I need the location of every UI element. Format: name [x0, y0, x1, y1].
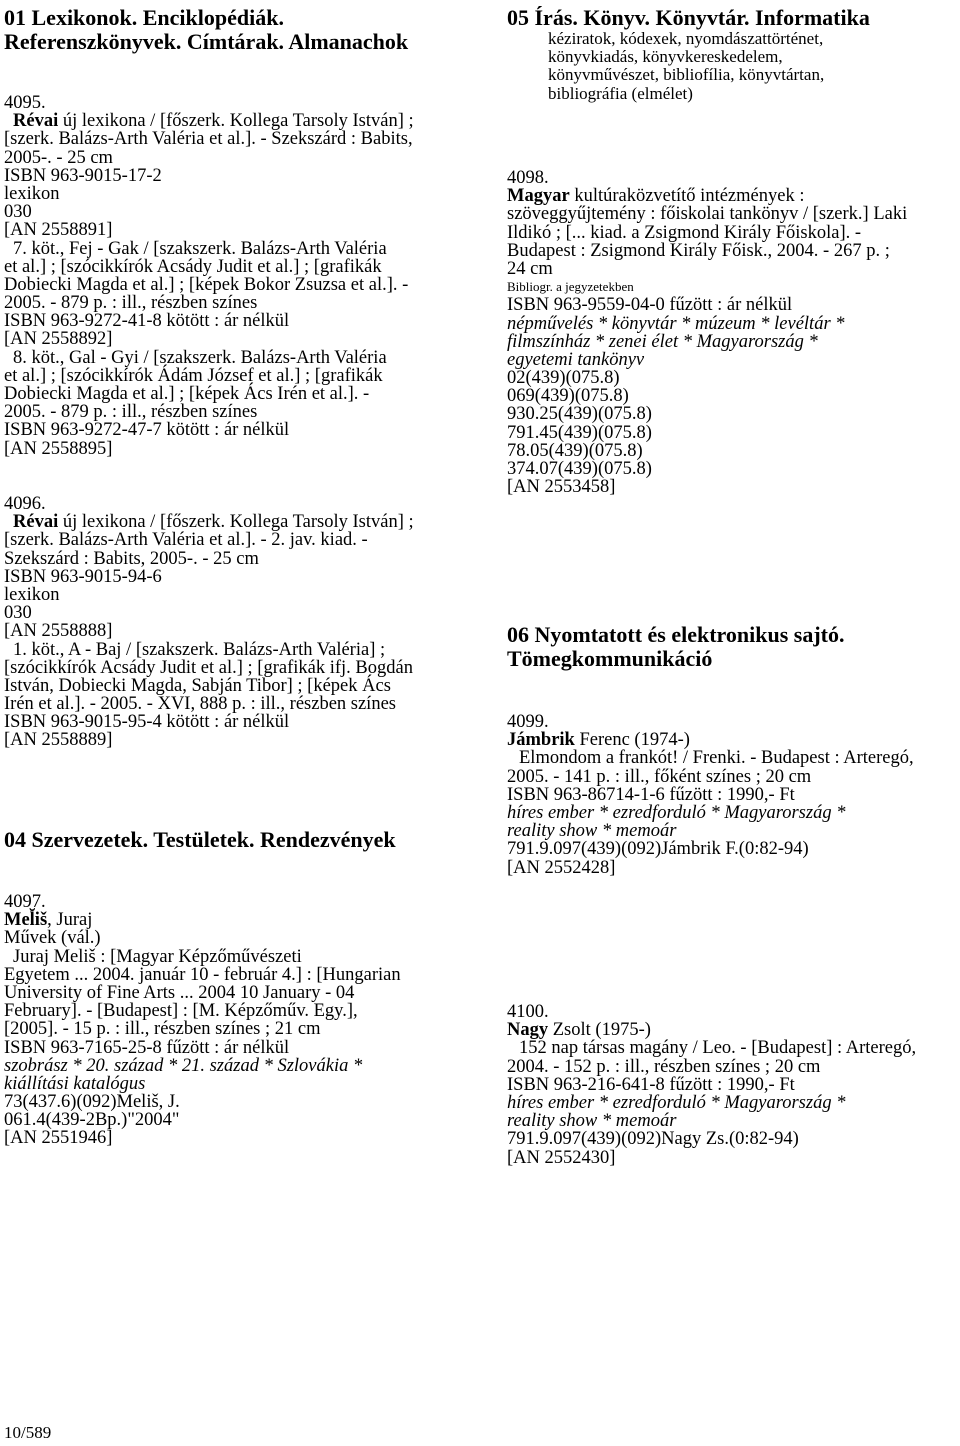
entry-number: 4095. [4, 93, 46, 113]
entry-main-word: Révai [13, 512, 59, 533]
isbn-line: ISBN 963-9559-04-0 fűzött : ár nélkül [507, 295, 793, 316]
classification-line: 791.9.097(439)(092)Nagy Zs.(0:82-94) [507, 1129, 799, 1150]
entry-line: ISBN 963-9015-94-6 [4, 566, 162, 587]
subheading-line: könyvművészet, bibliofília, könyvtártan, [548, 65, 825, 85]
classification-line: 791.45(439)(075.8) [507, 422, 652, 443]
entry-line: lexikon [4, 584, 60, 605]
entry-line: Ildikó ; [... kiad. a Zsigmond Király Főiskola]. - [507, 222, 862, 243]
volume-line: et al.] ; [szócikkírók Ádám József et al.] ; [grafikák [4, 365, 383, 386]
subject-line: filmszínház * zenei élet * Magyarország * [507, 331, 818, 352]
subject-line: híres ember * ezredforduló * Magyarország * [507, 1092, 846, 1113]
volume-line: 8. köt., Gal - Gyi / [szakszerk. Balázs-Arth Valéria [13, 347, 387, 368]
classification-line: 78.05(439)(075.8) [507, 440, 643, 461]
entry-line: [szerk. Balázs-Arth Valéria et al.]. - 2. jav. kiad. - [4, 530, 368, 551]
entry-line: 2005. - 141 p. : ill., főként színes ; 20 cm [507, 766, 812, 787]
entry-line: University of Fine Arts ... 2004 10 January - 04 [4, 982, 355, 1003]
page-number: 10/589 [4, 1423, 52, 1442]
entry-main-word: Nagy [507, 1020, 549, 1041]
entry-line: 2005-. - 25 cm [4, 147, 113, 168]
entry-author-rest: , Juraj [47, 910, 93, 931]
section-heading-line: 06 Nyomtatott és elektronikus sajtó. [507, 622, 845, 647]
entry-line: 2004. - 152 p. : ill., részben színes ; 20 cm [507, 1056, 821, 1077]
accession-number: [AN 2553458] [507, 477, 616, 498]
classification-line: 791.9.097(439)(092)Jámbrik F.(0:82-94) [507, 839, 809, 860]
subheading-line: bibliográfia (elmélet) [548, 83, 693, 103]
subject-line: kiállítási katalógus [4, 1073, 146, 1094]
volume-line: 7. köt., Fej - Gak / [szakszerk. Balázs-Arth Valéria [13, 238, 387, 259]
entry-title-line: 152 nap társas magány / Leo. - [Budapest] : Arteregó, [519, 1038, 917, 1059]
entry-4100 [507, 1003, 959, 1167]
entry-line: ISBN 963-9015-17-2 [4, 165, 162, 186]
entry-main-word: Mel̆iš [4, 910, 48, 931]
classification-line: 374.07(439)(075.8) [507, 459, 652, 479]
entry-4098 [507, 169, 959, 496]
classification-line: 02(439)(075.8) [507, 368, 620, 389]
entry-number: 4098. [507, 168, 549, 188]
entry-line: 030 [4, 603, 32, 624]
subject-line: népművelés * könyvtár * múzeum * levéltár * [507, 313, 845, 334]
classification-line: 930.25(439)(075.8) [507, 404, 652, 425]
subject-line: szobrász * 20. század * 21. század * Szlovákia * [4, 1055, 363, 1076]
entry-author [4, 911, 482, 929]
classification-line: 069(439)(075.8) [507, 386, 629, 407]
volume-line: Dobiecki Magda et al.] ; [képek Bokor Zsuzsa et al.]. - [4, 274, 409, 295]
volume-line: ISBN 963-9015-95-4 kötött : ár nélkül [4, 712, 290, 733]
section-05-subheading [507, 30, 960, 103]
entry-line: [2005]. - 15 p. : ill., részben színes ; 21 cm [4, 1019, 321, 1040]
subject-line: egyetemi tankönyv [507, 349, 645, 370]
section-heading-04: 04 Szervezetek. Testületek. Rendezvények [4, 827, 396, 852]
entry-title-rest: kultúraközvetítő intézmények : [569, 186, 805, 207]
entry-title [4, 513, 482, 531]
entry-line: Művek (vál.) [4, 928, 101, 949]
entry-line: February]. - [Budapest] : [M. Képzőműv. Egy.], [4, 1001, 358, 1022]
subheading-line: kéziratok, kódexek, nyomdászattörténet, [548, 29, 824, 48]
volume-line: 1. köt., A - Baj / [szakszerk. Balázs-Arth Valéria] ; [13, 639, 386, 660]
entry-author [507, 1021, 959, 1039]
subject-line: híres ember * ezredforduló * Magyarország * [507, 802, 846, 823]
accession-number: [AN 2551946] [4, 1128, 113, 1149]
entry-4099 [507, 713, 959, 877]
volume-line: 2005. - 879 p. : ill., részben színes [4, 293, 258, 314]
classification-line: 73(437.6)(092)Meliš, J. [4, 1092, 180, 1113]
volume-line: Irén et al.]. - 2005. - XVI, 888 p. : ill., részben színes [4, 694, 396, 715]
volume-line: 2005. - 879 p. : ill., részben színes [4, 402, 258, 423]
entry-line: ISBN 963-86714-1-6 fűzött : 1990,- Ft [507, 784, 795, 805]
subject-line: reality show * memoár [507, 821, 677, 842]
volume-line: [AN 2558889] [4, 730, 113, 751]
section-heading-05: 05 Írás. Könyv. Könyvtár. Informatika [507, 5, 870, 30]
subject-line: reality show * memoár [507, 1111, 677, 1132]
volume-line: [AN 2558895] [4, 438, 113, 459]
subheading-line: könyvkiadás, könyvkereskedelem, [548, 47, 783, 67]
section-heading-06 [507, 623, 845, 671]
entry-line: Szekszárd : Babits, 2005-. - 25 cm [4, 548, 259, 569]
entry-line: szöveggyűjtemény : főiskolai tankönyv / [szerk.] Laki [507, 204, 908, 225]
entry-main-word: Magyar [507, 186, 570, 207]
entry-line: Budapest : Zsigmond Király Főisk., 2004. - 267 p. ; [507, 240, 890, 261]
entry-line: Egyetem ... 2004. január 10 - február 4.] : [Hungarian [4, 964, 401, 985]
accession-number: [AN 2552428] [507, 857, 616, 878]
entry-number: 4097. [4, 892, 46, 912]
volume-line: ISBN 963-9272-41-8 kötött : ár nélkül [4, 311, 290, 332]
entry-title [507, 187, 959, 205]
volume-line: ISBN 963-9272-47-7 kötött : ár nélkül [4, 420, 290, 441]
entry-4097 [4, 893, 482, 1148]
entry-author [507, 731, 959, 749]
accession-number: [AN 2552430] [507, 1147, 616, 1168]
entry-line: [AN 2558888] [4, 621, 113, 642]
entry-line: [AN 2558891] [4, 220, 113, 241]
entry-title-line: Juraj Meliš : [Magyar Képzőművészeti [13, 946, 302, 967]
entry-author-rest: Zsolt (1975-) [548, 1020, 651, 1041]
entry-line: ISBN 963-7165-25-8 fűzött : ár nélkül [4, 1037, 290, 1058]
entry-line: [szerk. Balázs-Arth Valéria et al.]. - Szekszárd : Babits, [4, 129, 413, 150]
volume-line: et al.] ; [szócikkírók Acsády Judit et al.] ; [grafikák [4, 256, 382, 277]
section-heading-line: 01 Lexikonok. Enciklopédiák. [4, 5, 284, 30]
entry-author-rest: Ferenc (1974-) [574, 730, 690, 751]
entry-title-line: Elmondom a frankót! / Frenki. - Budapest : Arteregó, [519, 748, 914, 769]
section-heading-01 [4, 6, 408, 54]
entry-line: 24 cm [507, 258, 553, 279]
entry-title-rest: új lexikona / [főszerk. Kollega Tarsoly István] ; [58, 512, 414, 533]
entry-line: ISBN 963-216-641-8 fűzött : 1990,- Ft [507, 1074, 795, 1095]
entry-number: 4099. [507, 712, 549, 732]
bibliography-note: Bibliogr. a jegyzetekben [507, 279, 634, 295]
entry-title-rest: új lexikona / [főszerk. Kollega Tarsoly István] ; [58, 111, 414, 132]
volume-line: [AN 2558892] [4, 329, 113, 350]
entry-number: 4100. [507, 1002, 549, 1022]
entry-main-word: Jámbrik [507, 730, 575, 751]
volume-line: István, Dobiecki Magda, Sabján Tibor] ; [képek Ács [4, 675, 391, 696]
section-heading-line: Referenszkönyvek. Címtárak. Almanachok [4, 29, 409, 54]
volume-line: Dobiecki Magda et al.] ; [képek Ács Irén et al.]. - [4, 384, 370, 404]
entry-number: 4096. [4, 494, 46, 514]
classification-line: 061.4(439-2Bp.)"2004" [4, 1110, 180, 1131]
entry-main-word: Révai [13, 111, 59, 132]
volume-line: [szócikkírók Acsády Judit et al.] ; [grafikák ifj. Bogdán [4, 657, 413, 678]
entry-line: lexikon [4, 183, 60, 204]
entry-4096 [4, 495, 482, 750]
entry-4095 [4, 94, 482, 458]
entry-line: 030 [4, 202, 32, 223]
section-heading-line: Tömegkommunikáció [507, 646, 713, 671]
entry-title [4, 112, 482, 130]
